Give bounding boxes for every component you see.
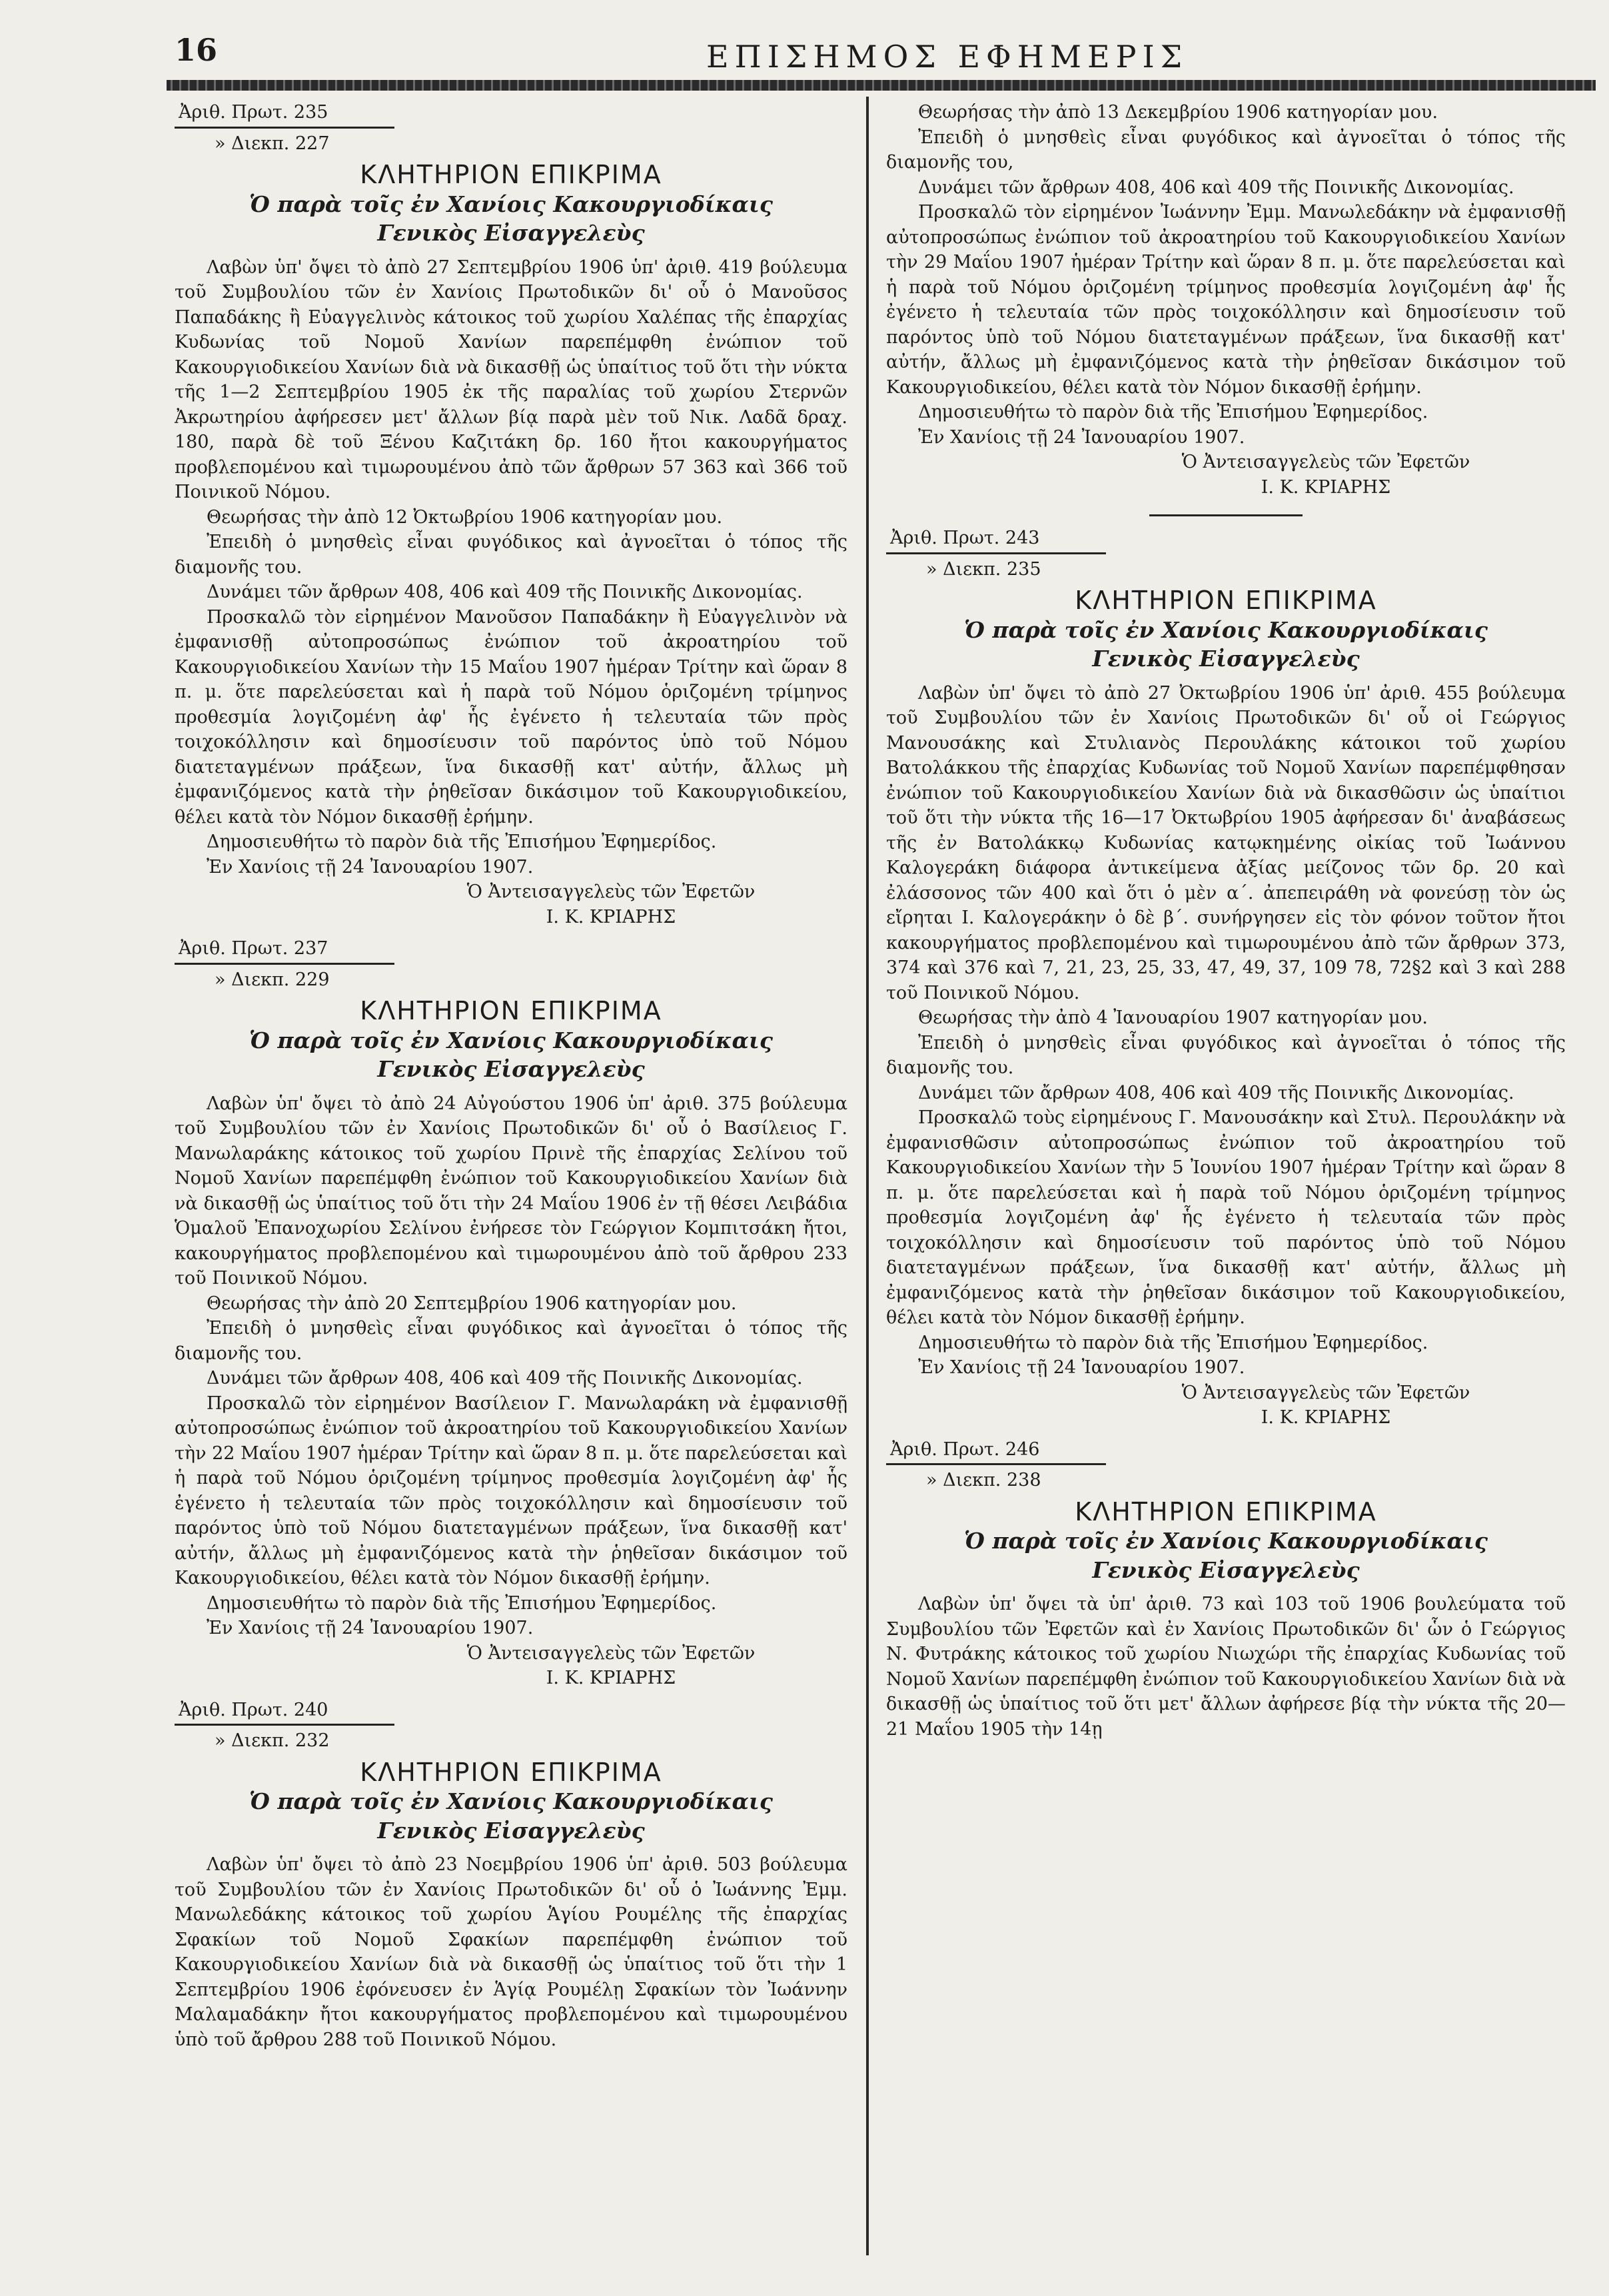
page-number: 16 — [175, 32, 218, 68]
divider — [886, 552, 1106, 554]
paragraph: Δημοσιευθήτω τὸ παρὸν διὰ τῆς Ἐπισήμου Ἐφημερίδος. — [207, 832, 717, 852]
notice-subheading-title: Γενικὸς Εἰσαγγελεὺς — [377, 1056, 645, 1082]
notice-240-continued — [886, 100, 1566, 516]
paragraph: Ἐν Χανίοις τῇ 24 Ἰανουαρίου 1907. — [207, 856, 534, 877]
notice-240 — [175, 1698, 847, 2053]
paragraph: Προσκαλῶ τὸν εἰρημένον Ἰωάννην Ἐμμ. Μανωλεδάκην νὰ ἐμφανισθῇ αὐτοπροσώπως ἐνώπιον τοῦ ἀκροατηρίου τοῦ Κακουργιοδικείου Χανίων τὴν 29 Μαΐου 1907 ἡμέραν Τρίτην καὶ ὥραν 8 π. μ. ὅτε παρελεύσεται καὶ ἡ παρὰ τοῦ Νόμου ὁριζομένη τρίμηνος προθεσμία λογιζομένη ἀφ' ἧς ἐγένετο ἡ τελευταία τῶν πρὸς τοιχοκόλλησιν καὶ δημοσίευσιν τοῦ παρόντος ὑπὸ τοῦ Νόμου διατεταγμένων πράξεων, ἵνα δικασθῇ κατ' αὐτήν, ἄλλως μὴ ἐμφανιζόμενος κατὰ τὴν ῥηθεῖσαν δικάσιμον τοῦ Κακουργιοδικείου, θέλει κατὰ τὸν Νόμον δικασθῇ ἐρήμην. — [886, 202, 1566, 398]
notice-subheading: Ὁ παρὰ τοῖς ἐν Χανίοις Κακουργιοδίκαις — [964, 1528, 1488, 1554]
paragraph: Ἐν Χανίοις τῇ 24 Ἰανουαρίου 1907. — [918, 1357, 1245, 1378]
paragraph: Θεωρήσας τὴν ἀπὸ 12 Ὀκτωβρίου 1906 κατηγορίαν μου. — [207, 506, 723, 528]
paragraph: Ἐπειδὴ ὁ μνησθεὶς εἶναι φυγόδικος καὶ ἀγνοεῖται ὁ τόπος τῆς διαμονῆς του. — [175, 532, 847, 578]
left-column — [175, 100, 847, 2052]
paragraph: Λαβὼν ὑπ' ὄψει τὸ ἀπὸ 27 Ὀκτωβρίου 1906 ὑπ' ἀριθ. 455 βούλευμα τοῦ Συμβουλίου τῶν ἐν Χανίοις Πρωτοδικῶν δι' οὗ οἱ Γεώργιος Μανουσάκης καὶ Στυλιανὸς Περουλάκης κάτοικοι τοῦ χωρίου Βατολάκκου τῆς ἐπαρχίας Κυδωνίας τοῦ Νομοῦ Χανίων παρεπέμφθησαν ἐνώπιον τοῦ Κακουργιοδικείου Χανίων διὰ νὰ δικασθῶσιν ὡς ὑπαίτιοι τοῦ ὅτι τὴν νύκτα τῆς 16—17 Ὀκτωβρίου 1905 ἀφήρεσαν δι' ἀναβάσεως τῆς ἐν Βατολάκκῳ Κυδωνίας κατῳκημένης οἰκίας τοῦ Ἰωάννου Καλογεράκη διάφορα ἀντικείμενα ἀξίας μείζονος τῶν δρ. 20 καὶ ἐλάσσονος τῶν 400 καὶ ὅτι ὁ μὲν α΄. ἀπεπειράθη νὰ φονεύσῃ τὸν ὡς εἴρηται Ι. Καλογεράκην ὁ δὲ β΄. συνήργησεν εἰς τὸν φόνον τοῦτον ἤτοι κακουργήματος προβλεπομένου καὶ τιμωρουμένου ἀπὸ τῶν ἄρθρων 373, 374 καὶ 376 καὶ 7, 21, 23, 25, 33, 47, 49, 37, 109 78, 72§2 καὶ 3 καὶ 288 τοῦ Ποινικοῦ Νόμου. — [886, 682, 1566, 1003]
protocol-number: Ἀριθ. Πρωτ. 235 — [179, 102, 328, 123]
paragraph: Δημοσιευθήτω τὸ παρὸν διὰ τῆς Ἐπισήμου Ἐφημερίδος. — [918, 402, 1428, 422]
protocol-number: Ἀριθ. Πρωτ. 246 — [890, 1438, 1040, 1460]
section-end-rule — [1149, 514, 1303, 516]
notice-subheading-title: Γενικὸς Εἰσαγγελεὺς — [377, 1817, 645, 1844]
paragraph: Λαβὼν ὑπ' ὄψει τὰ ὑπ' ἀριθ. 73 καὶ 103 τοῦ 1906 βουλεύματα τοῦ Συμβουλίου τῶν Ἐφετῶν καὶ ἐν Χανίοις Πρωτοδικῶν δι' ὧν ὁ Γεώργιος Ν. Φυτράκης κάτοικος τοῦ χωρίου Νιωχώρι τῆς ἐπαρχίας Κυδωνίας τοῦ Νομοῦ Χανίων παρεπέμφθη ἐνώπιον τοῦ Κακουργιοδικείου Χανίων διὰ νὰ δικασθῇ ὡς ὑπαίτιος τοῦ ὅτι μετ' ἄλλων ἀφήρεσε βίᾳ τὴν νύκτα τῆς 20—21 Μαΐου 1905 τὴν 14ῃ — [886, 1594, 1566, 1740]
paragraph: Λαβὼν ὑπ' ὄψει τὸ ἀπὸ 23 Νοεμβρίου 1906 ὑπ' ἀριθ. 503 βούλευμα τοῦ Συμβουλίου τῶν ἐν Χανίοις Πρωτοδικῶν δι' οὗ ὁ Ἰωάννης Ἐμμ. Μανωλεδάκης κάτοικος τοῦ χωρίου Ἁγίου Ρουμέλης τῆς ἐπαρχίας Σφακίων τοῦ Νομοῦ Σφακίων παρεπέμφθη ἐνώπιον τοῦ Κακουργιοδικείου Χανίων διὰ νὰ δικασθῇ ὡς ὑπαίτιος τοῦ ὅτι τὴν 1 Σεπτεμβρίου 1906 ἐφόνευσεν ἐν Ἁγίᾳ Ρουμέλῃ Σφακίων τὸν Ἰωάννην Μαλαμαδάκην ἤτοι κακουργήματος προβλεπομένου καὶ τιμωρουμένου ὑπὸ τοῦ ἄρθρου 288 τοῦ Ποινικοῦ Νόμου. — [175, 1854, 847, 2050]
case-number: » Διεκπ. 235 — [926, 558, 1041, 580]
divider — [175, 1724, 394, 1726]
protocol-number: Ἀριθ. Πρωτ. 240 — [179, 1699, 328, 1720]
notice-heading: ΚΛΗΤΗΡΙΟΝ ΕΠΙΚΡΙΜΑ — [1075, 586, 1377, 615]
divider — [175, 127, 394, 129]
notice-body — [886, 100, 1566, 450]
case-number: » Διεκπ. 232 — [215, 1730, 330, 1751]
paragraph: Προσκαλῶ τὸν εἰρημένον Βασίλειον Γ. Μανωλαράκη νὰ ἐμφανισθῇ αὐτοπροσώπως ἐνώπιον τοῦ ἀκροατηρίου τοῦ Κακουργιοδικείου Χανίων τὴν 22 Μαΐου 1907 ἡμέραν Τρίτην καὶ ὥραν 8 π. μ. ὅτε παρελεύσεται καὶ ἡ παρὰ τοῦ Νόμου ὁριζομένη τρίμηνος προθεσμία λογιζομένη ἀφ' ἧς ἐγένετο ἡ τελευταία τῶν πρὸς τοιχοκόλλησιν καὶ δημοσίευσιν τοῦ παρόντος ὑπὸ τοῦ Νόμου διατεταγμένων πράξεων, ἵνα δικασθῇ κατ' αὐτήν, ἄλλως μὴ ἐμφανιζόμενος κατὰ τὴν ῥηθεῖσαν δικάσιμον τοῦ Κακουργιοδικείου, θέλει κατὰ τὸν Νόμον δικασθῇ ἐρήμην. — [175, 1393, 847, 1588]
notice-235 — [175, 100, 847, 929]
paragraph: Ἐπειδὴ ὁ μνησθεὶς εἶναι φυγόδικος καὶ ἀγνοεῖται ὁ τόπος τῆς διαμονῆς του. — [175, 1318, 847, 1364]
paragraph: Θεωρήσας τὴν ἀπὸ 13 Δεκεμβρίου 1906 κατηγορίαν μου. — [918, 102, 1438, 123]
protocol-number: Ἀριθ. Πρωτ. 243 — [890, 528, 1040, 548]
paragraph: Λαβὼν ὑπ' ὄψει τὸ ἀπὸ 24 Αὐγούστου 1906 ὑπ' ἀριθ. 375 βούλευμα τοῦ Συμβουλίου τῶν ἐν Χανίοις Πρωτοδικῶν δι' οὗ ὁ Βασίλειος Γ. Μανωλαράκης κάτοικος τοῦ χωρίου Πρινὲ τῆς ἐπαρχίας Σελίνου τοῦ Νομοῦ Χανίων παρεπέμφθη ἐνώπιον τοῦ Κακουργιοδικείου Χανίων διὰ νὰ δικασθῇ ὡς ὑπαίτιος τοῦ ὅτι τὴν 24 Μαΐου 1906 ἐν τῇ θέσει Λειβάδια Ὁμαλοῦ Ἐπανοχωρίου Σελίνου ἐνήρεσε τὸν Γεώργιον Κομπιτσάκη ἤτοι, κακουργήματος προβλεπομένου καὶ τιμωρουμένου ἀπὸ τοῦ ἄρθρου 233 τοῦ Ποινικοῦ Νόμου. — [175, 1093, 847, 1289]
case-number: » Διεκπ. 227 — [215, 133, 330, 154]
notice-heading: ΚΛΗΤΗΡΙΟΝ ΕΠΙΚΡΙΜΑ — [1075, 1496, 1377, 1526]
paragraph: Ἐν Χανίοις τῇ 24 Ἰανουαρίου 1907. — [918, 426, 1245, 448]
paragraph: Ἐν Χανίοις τῇ 24 Ἰανουαρίου 1907. — [207, 1618, 534, 1638]
right-column — [886, 100, 1566, 1742]
protocol-number: Ἀριθ. Πρωτ. 237 — [179, 938, 328, 959]
paragraph: Ἐπειδὴ ὁ μνησθεὶς εἶναι φυγόδικος καὶ ἀγνοεῖται ὁ τόπος τῆς διαμονῆς του. — [886, 1032, 1566, 1078]
paragraph: Προσκαλῶ τοὺς εἰρημένους Γ. Μανουσάκην καὶ Στυλ. Περουλάκην νὰ ἐμφανισθῶσιν αὐτοπροσώπως ἐνώπιον τοῦ ἀκροατηρίου τοῦ Κακουργιοδικείου Χανίων τὴν 5 Ἰουνίου 1907 ἡμέραν Τρίτην καὶ ὥραν 8 π. μ. ὅτε παρελεύσεται καὶ ἡ παρὰ τοῦ Νόμου ὁριζομένη τρίμηνος προθεσμία λογιζομένη ἀφ' ἧς ἐγένετο ἡ τελευταία τῶν πρὸς τοιχοκόλλησιν καὶ δημοσίευσιν τοῦ παρόντος ὑπὸ τοῦ Νόμου διατεταγμένων πράξεων, ἵνα δικασθῇ κατ' αὐτήν, ἄλλως μὴ ἐμφανιζόμενος κατὰ τὴν ῥηθεῖσαν δικάσιμον τοῦ Κακουργιοδικείου, θέλει κατὰ τὸν Νόμον δικασθῇ ἐρήμην. — [886, 1107, 1566, 1328]
paragraph: Ἐπειδὴ ὁ μνησθεὶς εἶναι φυγόδικος καὶ ἀγνοεῖται ὁ τόπος τῆς διαμονῆς του, — [886, 127, 1566, 173]
signer-name: Ι. Κ. ΚΡΙΑΡΗΣ — [1261, 476, 1391, 498]
notice-body — [886, 1592, 1566, 1742]
paragraph: Δυνάμει τῶν ἄρθρων 408, 406 καὶ 409 τῆς Ποινικῆς Δικονομίας. — [918, 177, 1514, 198]
signer-title: Ὁ Ἀντεισαγγελεὺς τῶν Ἐφετῶν — [1181, 452, 1470, 472]
notice-subheading-title: Γενικὸς Εἰσαγγελεὺς — [1092, 646, 1360, 672]
notice-subheading-title: Γενικὸς Εἰσαγγελεὺς — [377, 220, 645, 246]
notice-body — [175, 255, 847, 880]
signer-title: Ὁ Ἀντεισαγγελεὺς τῶν Ἐφετῶν — [466, 881, 756, 902]
notice-subheading: Ὁ παρὰ τοῖς ἐν Χανίοις Κακουργιοδίκαις — [964, 616, 1488, 643]
case-number: » Διεκπ. 238 — [926, 1470, 1041, 1490]
signer-name: Ι. Κ. ΚΡΙΑΡΗΣ — [1261, 1407, 1391, 1428]
notice-body — [175, 1091, 847, 1641]
notice-246 — [886, 1437, 1566, 1742]
paragraph: Δημοσιευθήτω τὸ παρὸν διὰ τῆς Ἐπισήμου Ἐφημερίδος. — [918, 1332, 1428, 1353]
notice-heading: ΚΛΗΤΗΡΙΟΝ ΕΠΙΚΡΙΜΑ — [360, 160, 662, 189]
signer-name: Ι. Κ. ΚΡΙΑΡΗΣ — [546, 1668, 676, 1688]
signer-name: Ι. Κ. ΚΡΙΑΡΗΣ — [546, 906, 676, 927]
case-number: » Διεκπ. 229 — [215, 969, 330, 990]
notice-heading: ΚΛΗΤΗΡΙΟΝ ΕΠΙΚΡΙΜΑ — [360, 996, 662, 1025]
signer-title: Ὁ Ἀντεισαγγελεὺς τῶν Ἐφετῶν — [466, 1642, 756, 1664]
paragraph: Δυνάμει τῶν ἄρθρων 408, 406 καὶ 409 τῆς Ποινικῆς Δικονομίας. — [918, 1082, 1514, 1103]
paragraph: Θεωρήσας τὴν ἀπὸ 20 Σεπτεμβρίου 1906 κατηγορίαν μου. — [207, 1293, 737, 1314]
notice-body — [175, 1852, 847, 2052]
paragraph: Δυνάμει τῶν ἄρθρων 408, 406 καὶ 409 τῆς Ποινικῆς Δικονομίας. — [207, 1368, 803, 1389]
notice-subheading-title: Γενικὸς Εἰσαγγελεὺς — [1092, 1556, 1360, 1583]
notice-subheading: Ὁ παρὰ τοῖς ἐν Χανίοις Κακουργιοδίκαις — [249, 191, 773, 217]
paragraph: Προσκαλῶ τὸν εἰρημένον Μανοῦσον Παπαδάκην ἢ Εὐαγγελινὸν νὰ ἐμφανισθῇ αὐτοπροσώπως ἐνώπιον τοῦ ἀκροατηρίου τοῦ Κακουργιοδικείου Χανίων τὴν 15 Μαΐου 1907 ἡμέραν Τρίτην καὶ ὥραν 8 π. μ. ὅτε παρελεύσεται καὶ ἡ παρὰ τοῦ Νόμου ὁριζομένη τρίμηνος προθεσμία λογιζομένη ἀφ' ἧς ἐγένετο ἡ τελευταία τῶν πρὸς τοιχοκόλλησιν καὶ δημοσίευσιν τοῦ παρόντος ὑπὸ τοῦ Νόμου διατεταγμένων πράξεων, ἵνα δικασθῇ κατ' αὐτήν, ἄλλως μὴ ἐμφανιζόμενος κατὰ τὴν ῥηθεῖσαν δικάσιμον τοῦ Κακουργιοδικείου, θέλει κατὰ τὸν Νόμον δικασθῇ ἐρήμην. — [175, 606, 847, 828]
paragraph: Δημοσιευθήτω τὸ παρὸν διὰ τῆς Ἐπισήμου Ἐφημερίδος. — [207, 1592, 717, 1614]
paragraph: Δυνάμει τῶν ἄρθρων 408, 406 καὶ 409 τῆς Ποινικῆς Δικονομίας. — [207, 582, 803, 602]
notice-243 — [886, 526, 1566, 1431]
signer-title: Ὁ Ἀντεισαγγελεὺς τῶν Ἐφετῶν — [1181, 1382, 1470, 1403]
notice-237 — [175, 936, 847, 1691]
notice-subheading: Ὁ παρὰ τοῖς ἐν Χανίοις Κακουργιοδίκαις — [249, 1027, 773, 1053]
notice-body — [886, 681, 1566, 1381]
newspaper-title: ΕΠΙΣΗΜΟΣ ΕΦΗΜΕΡΙΣ — [706, 39, 1189, 75]
column-divider — [866, 97, 869, 2255]
notice-subheading: Ὁ παρὰ τοῖς ἐν Χανίοις Κακουργιοδίκαις — [249, 1788, 773, 1814]
divider — [175, 963, 394, 965]
paragraph: Θεωρήσας τὴν ἀπὸ 4 Ἰανουαρίου 1907 κατηγορίαν μου. — [918, 1007, 1428, 1028]
notice-heading: ΚΛΗΤΗΡΙΟΝ ΕΠΙΚΡΙΜΑ — [360, 1757, 662, 1787]
paragraph: Λαβὼν ὑπ' ὄψει τὸ ἀπὸ 27 Σεπτεμβρίου 1906 ὑπ' ἀριθ. 419 βούλευμα τοῦ Συμβουλίου τῶν ἐν Χανίοις Πρωτοδικῶν δι' οὗ ὁ Μανοῦσος Παπαδάκης ἢ Εὐαγγελινὸς κάτοικος τοῦ χωρίου Χαλέπας τῆς ἐπαρχίας Κυδωνίας τοῦ Νομοῦ Χανίων παρεπέμφθη ἐνώπιον τοῦ Κακουργιοδικείου Χανίων διὰ νὰ δικασθῇ ὡς ὑπαίτιος τοῦ ὅτι τὴν νύκτα τῆς 1—2 Σεπτεμβρίου 1905 ἐκ τῆς παραλίας τοῦ χωρίου Στερνῶν Ἀκρωτηρίου ἀφήρεσεν μετ' ἄλλων βίᾳ παρὰ μὲν τοῦ Νικ. Λαδᾶ δραχ. 180, παρὰ δὲ τοῦ Ξένου Καζιτάκη δρ. 160 ἤτοι κακουργήματος προβλεπομένου καὶ τιμωρουμένου ἀπὸ τῶν ἄρθρων 57 363 καὶ 366 τοῦ Ποινικοῦ Νόμου. — [175, 257, 847, 502]
header-rule — [167, 80, 1596, 91]
divider — [886, 1463, 1106, 1465]
